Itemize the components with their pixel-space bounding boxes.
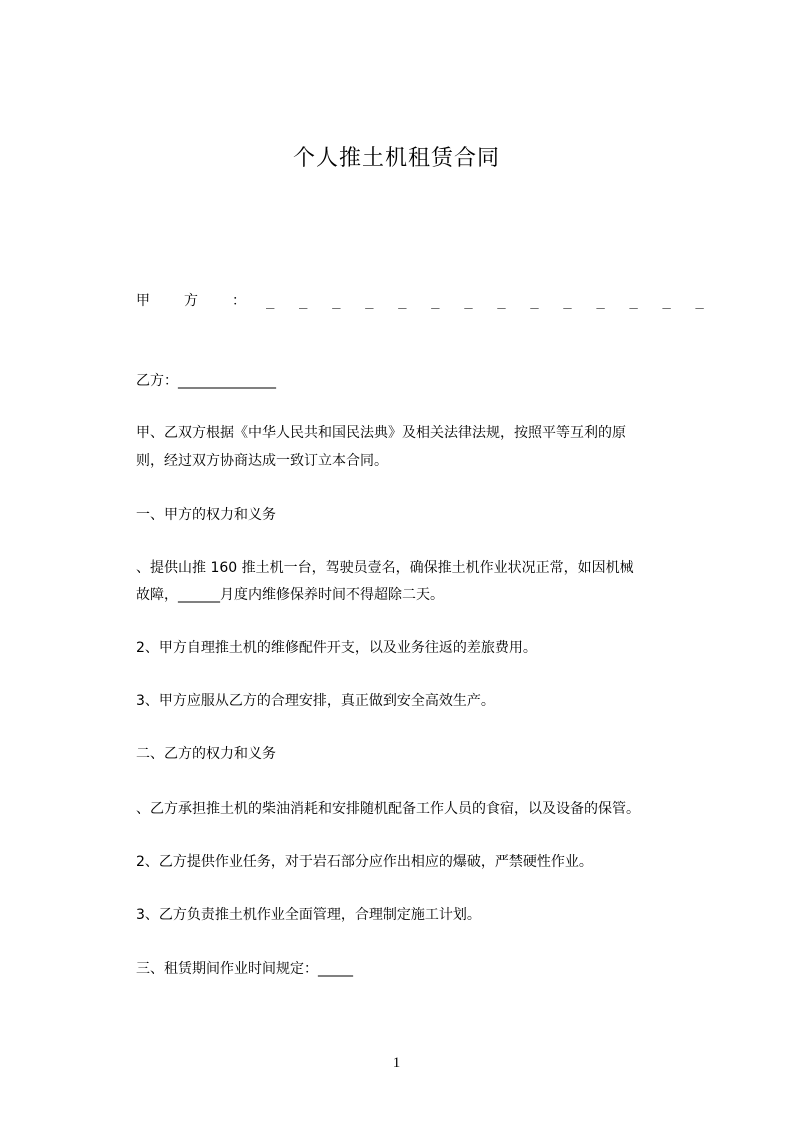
blank-segment: _ <box>365 293 374 309</box>
blank-segment: _ <box>629 293 638 309</box>
section-1-heading: 一、甲方的权力和义务 <box>136 507 276 523</box>
section-2-item-1: 、乙方承担推土机的柴油消耗和安排随机配备工作人员的食宿，以及设备的保管。 <box>136 801 640 817</box>
section-3-heading: 三、租赁期间作业时间规定：_____ <box>136 961 353 977</box>
blank-segment: _ <box>596 293 605 309</box>
intro-line-2: 则，经过双方协商达成一致订立本合同。 <box>136 453 388 469</box>
party-a-label-1: 甲 <box>136 293 150 309</box>
blank-segment: _ <box>398 293 407 309</box>
section-1-item-1-line-1: 、提供山推 160 推土机一台，驾驶员壹名，确保推土机作业状况正常，如因机械 <box>136 560 634 576</box>
section-1-item-1-line-2: 故障，______月度内维修保养时间不得超除二天。 <box>136 587 444 603</box>
blank-segment: _ <box>563 293 572 309</box>
page-number: 1 <box>392 1055 401 1071</box>
party-a-colon: ： <box>232 293 246 309</box>
section-1-item-3: 3、甲方应服从乙方的合理安排，真正做到安全高效生产。 <box>136 693 495 709</box>
blank-segment: _ <box>530 293 539 309</box>
section-2-heading: 二、乙方的权力和义务 <box>136 746 276 762</box>
intro-line-1: 甲、乙双方根据《中华人民共和国民法典》及相关法律法规，按照平等互利的原 <box>136 425 626 441</box>
party-a-line <box>136 290 704 312</box>
section-2-item-2: 2、乙方提供作业任务，对于岩石部分应作出相应的爆破，严禁硬性作业。 <box>136 854 593 870</box>
section-1-item-2: 2、甲方自理推土机的维修配件开支，以及业务往返的差旅费用。 <box>136 640 537 656</box>
blank-segment: _ <box>497 293 506 309</box>
blank-segment: _ <box>299 293 308 309</box>
blank-segment: _ <box>332 293 341 309</box>
blank-segment: _ <box>431 293 440 309</box>
blank-segment: _ <box>266 293 275 309</box>
party-a-label-2: 方 <box>184 293 198 309</box>
blank-segment: _ <box>695 293 704 309</box>
blank-segment: _ <box>464 293 473 309</box>
party-a-blank <box>266 290 704 312</box>
blank-segment: _ <box>662 293 671 309</box>
party-b-line: 乙方：______________ <box>136 373 276 389</box>
section-2-item-3: 3、乙方负责推土机作业全面管理，合理制定施工计划。 <box>136 907 481 923</box>
document-title: 个人推土机租赁合同 <box>292 146 500 171</box>
